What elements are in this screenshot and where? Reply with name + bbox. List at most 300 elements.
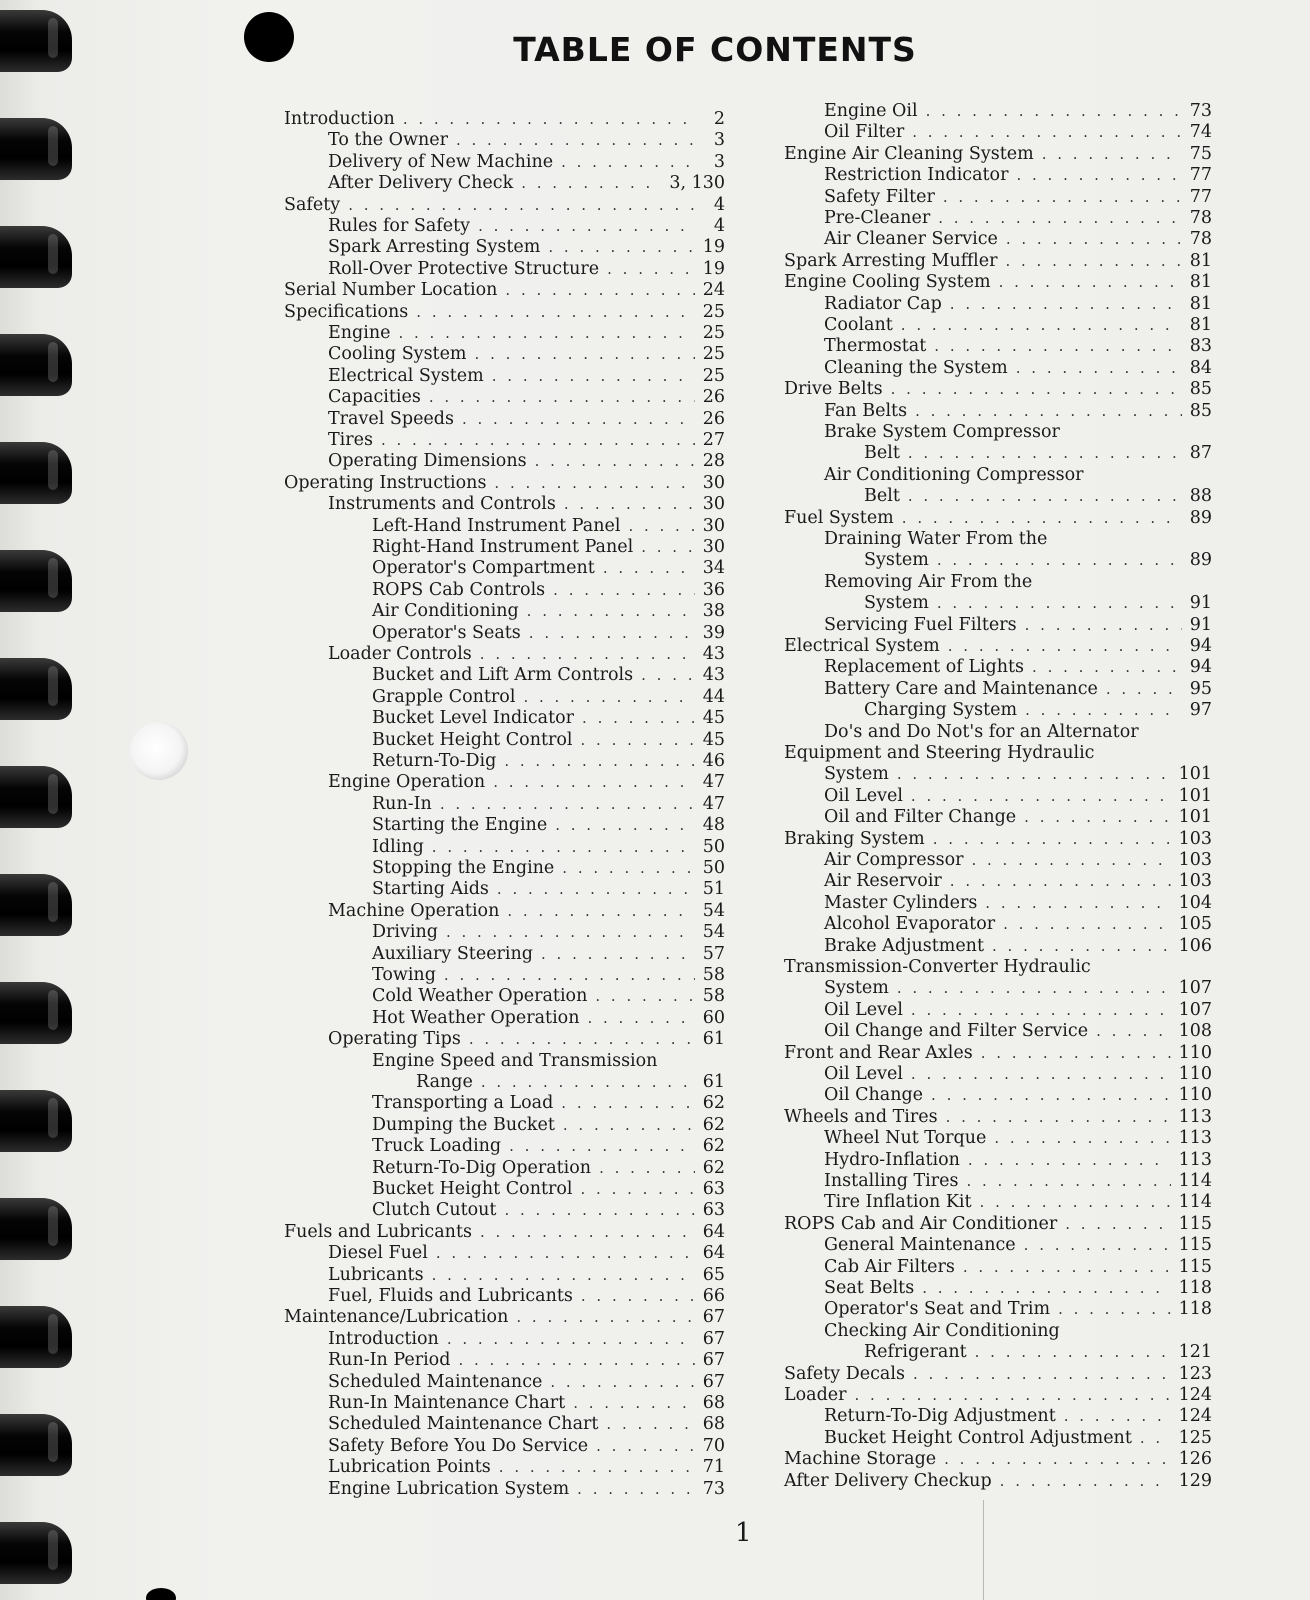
- toc-entry[interactable]: [824, 869, 1212, 893]
- toc-entry[interactable]: [328, 128, 725, 152]
- toc-entry[interactable]: [824, 1404, 1212, 1428]
- toc-entry[interactable]: [328, 449, 725, 473]
- toc-entry-page: 3, 130: [669, 173, 725, 194]
- toc-entry-title: System: [864, 593, 929, 614]
- dot-leader: [1016, 163, 1181, 187]
- toc-entry-page: 75: [1189, 143, 1212, 164]
- toc-entry[interactable]: [372, 877, 725, 901]
- toc-entry[interactable]: [784, 827, 1212, 851]
- toc-entry[interactable]: [328, 150, 725, 174]
- toc-entry[interactable]: [328, 407, 725, 431]
- toc-entry-title: Restriction Indicator: [824, 165, 1009, 186]
- toc-entry-page: 78: [1189, 229, 1212, 250]
- toc-entry[interactable]: [284, 1305, 725, 1329]
- binding-coil: [0, 226, 72, 288]
- toc-entry[interactable]: [372, 1049, 725, 1073]
- toc-entry-title: Alcohol Evaporator: [824, 914, 996, 935]
- toc-entry[interactable]: [824, 334, 1212, 358]
- toc-entry[interactable]: [864, 548, 1212, 572]
- toc-entry[interactable]: [372, 621, 725, 645]
- toc-entry[interactable]: [328, 321, 725, 345]
- dot-leader: [937, 591, 1182, 615]
- toc-entry[interactable]: [824, 1169, 1212, 1193]
- toc-entry[interactable]: [784, 506, 1212, 530]
- binding-coil: [0, 982, 72, 1044]
- dot-leader: [934, 334, 1181, 358]
- toc-entry-title: Draining Water From the: [824, 529, 1048, 549]
- toc-entry-title: Maintenance/Lubrication: [284, 1307, 509, 1328]
- toc-entry-title: Return-To-Dig Adjustment: [824, 1406, 1056, 1427]
- dot-leader: [1032, 655, 1182, 679]
- dot-leader: [912, 120, 1182, 144]
- toc-entry[interactable]: [372, 813, 725, 837]
- dot-leader: [562, 856, 694, 880]
- toc-entry[interactable]: [824, 1319, 1212, 1343]
- toc-entry[interactable]: [784, 377, 1212, 401]
- toc-entry-page: 62: [702, 1157, 725, 1178]
- toc-entry[interactable]: [864, 1340, 1212, 1364]
- toc-entry-title: Cab Air Filters: [824, 1256, 955, 1277]
- toc-entry-title: Cleaning the System: [824, 357, 1008, 378]
- toc-entry[interactable]: [328, 171, 725, 195]
- toc-entry-title: ROPS Cab Controls: [372, 579, 546, 600]
- page-title: TABLE OF CONTENTS: [513, 30, 917, 69]
- toc-entry-title: Pre-Cleaner: [824, 208, 931, 228]
- toc-entry-page: 97: [1189, 700, 1212, 721]
- toc-entry-title: Brake Adjustment: [824, 935, 984, 956]
- toc-entry[interactable]: [784, 741, 1212, 765]
- toc-entry-title: To the Owner: [328, 130, 448, 151]
- toc-entry[interactable]: [824, 527, 1212, 551]
- toc-entry[interactable]: [824, 1062, 1212, 1086]
- toc-entry[interactable]: [372, 963, 725, 987]
- toc-entry[interactable]: [372, 1113, 725, 1137]
- toc-entry[interactable]: [824, 1126, 1212, 1150]
- toc-entry-title: Bucket and Lift Arm Controls: [372, 665, 634, 686]
- dot-leader: [516, 1305, 694, 1329]
- toc-entry[interactable]: [372, 856, 725, 880]
- dot-leader: [458, 1348, 694, 1372]
- toc-entry-page: 78: [1189, 208, 1212, 228]
- toc-entry[interactable]: [372, 942, 725, 966]
- dot-leader: [561, 1091, 694, 1115]
- toc-entry-title: Driving: [372, 922, 438, 943]
- toc-entry-page: 88: [1189, 486, 1212, 507]
- toc-entry[interactable]: [784, 249, 1212, 273]
- toc-entry-title: Engine Oil: [824, 101, 918, 121]
- toc-entry-page: 110: [1178, 1042, 1212, 1063]
- toc-entry-title: Safety: [284, 194, 341, 215]
- toc-entry[interactable]: [328, 492, 725, 516]
- toc-entry[interactable]: [328, 364, 725, 388]
- toc-entry-page: 19: [702, 258, 725, 279]
- toc-entry[interactable]: [416, 1070, 725, 1094]
- toc-entry-page: 103: [1178, 871, 1212, 892]
- toc-entry[interactable]: [824, 420, 1212, 444]
- toc-entry-title: System: [864, 550, 929, 571]
- toc-entry-title: Engine: [328, 323, 391, 343]
- toc-entry-title: Machine Storage: [784, 1449, 937, 1470]
- toc-entry[interactable]: [824, 292, 1212, 316]
- toc-entry[interactable]: [372, 728, 725, 752]
- toc-entry[interactable]: [372, 749, 725, 773]
- toc-entry-page: 77: [1189, 186, 1212, 207]
- toc-entry-page: 73: [1189, 101, 1212, 121]
- toc-entry-title: Spark Arresting System: [328, 237, 541, 258]
- toc-entry[interactable]: [372, 706, 725, 730]
- toc-entry-title: Checking Air Conditioning: [824, 1320, 1060, 1341]
- toc-entry-title: Engine Air Cleaning System: [784, 143, 1034, 164]
- toc-entry[interactable]: [824, 677, 1212, 701]
- toc-entry[interactable]: [824, 399, 1212, 423]
- toc-entry[interactable]: [824, 720, 1212, 744]
- toc-entry[interactable]: [864, 484, 1212, 508]
- toc-entry[interactable]: [328, 1455, 725, 1479]
- toc-entry[interactable]: [328, 214, 725, 238]
- toc-entry[interactable]: [328, 1434, 725, 1458]
- toc-entry[interactable]: [328, 1348, 725, 1372]
- toc-entry-page: 64: [702, 1221, 725, 1242]
- binding-coil: [0, 550, 72, 612]
- toc-entry-page: 45: [702, 729, 725, 750]
- toc-entry-page: 81: [1189, 272, 1212, 293]
- toc-entry-page: 60: [702, 1007, 725, 1028]
- toc-entry-title: Oil Change and Filter Service: [824, 1021, 1089, 1042]
- toc-entry[interactable]: [824, 934, 1212, 958]
- toc-entry-title: Range: [416, 1072, 473, 1092]
- toc-entry[interactable]: [824, 762, 1212, 786]
- dot-leader: [596, 1434, 695, 1458]
- toc-entry[interactable]: [284, 193, 725, 217]
- toc-entry[interactable]: [824, 976, 1212, 1000]
- dot-leader: [504, 1198, 694, 1222]
- toc-entry[interactable]: [328, 642, 725, 666]
- dot-leader: [541, 942, 695, 966]
- toc-entry[interactable]: [372, 1091, 725, 1115]
- toc-entry-title: Idling: [372, 836, 424, 857]
- toc-entry[interactable]: [824, 1233, 1212, 1257]
- toc-entry[interactable]: [328, 1327, 725, 1351]
- toc-entry-title: Oil Change: [824, 1085, 924, 1106]
- toc-entry-title: Operating Tips: [328, 1029, 461, 1050]
- toc-entry[interactable]: [824, 163, 1212, 187]
- toc-entry-page: 84: [1189, 357, 1212, 378]
- toc-entry-title: Loader Controls: [328, 644, 472, 664]
- toc-entry-page: 25: [702, 365, 725, 386]
- dot-leader: [971, 848, 1170, 872]
- dot-leader: [963, 1255, 1171, 1279]
- toc-entry[interactable]: [328, 1370, 725, 1394]
- toc-entry-title: After Delivery Check: [328, 173, 514, 194]
- toc-entry-title: Bucket Height Control Adjustment: [824, 1427, 1132, 1448]
- toc-entry-title: Bucket Height Control: [372, 729, 573, 750]
- toc-entry[interactable]: [328, 770, 725, 794]
- toc-entry-page: 54: [702, 922, 725, 943]
- dot-leader: [553, 578, 695, 602]
- dot-leader: [1042, 142, 1182, 166]
- toc-entry-title: Lubricants: [328, 1264, 424, 1285]
- toc-entry-page: 26: [702, 387, 725, 408]
- toc-entry[interactable]: [372, 578, 725, 602]
- toc-entry[interactable]: [372, 792, 725, 816]
- toc-entry-page: 115: [1178, 1213, 1212, 1234]
- toc-entry-page: 39: [702, 622, 725, 643]
- toc-entry-page: 85: [1189, 379, 1212, 400]
- dot-leader: [535, 449, 695, 473]
- toc-entry-page: 36: [702, 579, 725, 600]
- toc-entry-title: Introduction: [284, 109, 395, 129]
- toc-entry-title: Fuel System: [784, 507, 894, 528]
- toc-entry[interactable]: [824, 1083, 1212, 1107]
- toc-entry[interactable]: [824, 120, 1212, 144]
- dot-leader: [911, 998, 1171, 1022]
- toc-entry[interactable]: [284, 471, 725, 495]
- toc-entry-page: 48: [702, 815, 725, 836]
- toc-entry[interactable]: [824, 1255, 1212, 1279]
- toc-entry[interactable]: [864, 441, 1212, 465]
- dot-leader: [938, 206, 1182, 230]
- dot-leader: [429, 385, 695, 409]
- dot-leader: [523, 685, 694, 709]
- toc-entry[interactable]: [328, 428, 725, 452]
- dot-leader: [509, 1134, 695, 1158]
- toc-entry[interactable]: [824, 891, 1212, 915]
- toc-entry-page: 129: [1178, 1470, 1212, 1491]
- toc-entry[interactable]: [328, 257, 725, 281]
- toc-entry-title: Removing Air From the: [824, 571, 1033, 592]
- toc-entry[interactable]: [372, 685, 725, 709]
- toc-entry[interactable]: [824, 1190, 1212, 1214]
- toc-entry-title: Dumping the Bucket: [372, 1114, 555, 1135]
- toc-entry[interactable]: [328, 1241, 725, 1265]
- toc-entry-page: 58: [702, 965, 725, 985]
- toc-entry-title: Rules for Safety: [328, 216, 471, 236]
- toc-entry-page: 30: [702, 472, 725, 493]
- toc-entry[interactable]: [784, 1041, 1212, 1065]
- toc-entry[interactable]: [824, 805, 1212, 829]
- toc-entry-page: 121: [1178, 1342, 1212, 1363]
- toc-entry[interactable]: [784, 1362, 1212, 1386]
- toc-entry[interactable]: [372, 1177, 725, 1201]
- toc-entry[interactable]: [284, 107, 725, 131]
- toc-entry[interactable]: [372, 835, 725, 859]
- toc-entry[interactable]: [784, 634, 1212, 658]
- toc-entry-page: 50: [702, 858, 725, 878]
- toc-entry-page: 114: [1178, 1171, 1212, 1191]
- dot-leader: [992, 934, 1171, 958]
- dot-leader: [440, 792, 695, 816]
- dot-leader: [432, 1263, 695, 1287]
- toc-entry-page: 24: [702, 280, 725, 301]
- dot-leader: [950, 292, 1182, 316]
- dot-leader: [462, 407, 695, 431]
- dot-leader: [587, 1006, 694, 1030]
- toc-entry[interactable]: [824, 1148, 1212, 1172]
- toc-entry[interactable]: [824, 185, 1212, 209]
- toc-entry[interactable]: [784, 1105, 1212, 1129]
- toc-entry[interactable]: [284, 1220, 725, 1244]
- toc-entry[interactable]: [824, 356, 1212, 380]
- toc-entry-title: Oil Level: [824, 785, 903, 806]
- toc-entry[interactable]: [328, 899, 725, 923]
- toc-entry[interactable]: [824, 998, 1212, 1022]
- toc-entry-title: Operator's Compartment: [372, 558, 595, 579]
- toc-entry[interactable]: [372, 984, 725, 1008]
- toc-entry[interactable]: [372, 1156, 725, 1180]
- toc-entry[interactable]: [784, 270, 1212, 294]
- toc-entry-page: 19: [702, 237, 725, 258]
- toc-entry-title: Brake System Compressor: [824, 422, 1060, 442]
- toc-entry[interactable]: [372, 920, 725, 944]
- dot-leader: [922, 1276, 1170, 1300]
- toc-entry[interactable]: [372, 514, 725, 538]
- dot-leader: [436, 1241, 695, 1265]
- toc-entry[interactable]: [372, 1134, 725, 1158]
- toc-entry-page: 51: [702, 879, 725, 900]
- page-edge-line: [983, 1500, 984, 1600]
- dot-leader: [469, 1027, 695, 1051]
- dot-leader: [555, 813, 695, 837]
- toc-entry[interactable]: [328, 1412, 725, 1436]
- toc-entry[interactable]: [864, 591, 1212, 615]
- toc-entry[interactable]: [328, 342, 725, 366]
- toc-entry-page: 101: [1178, 764, 1212, 785]
- toc-entry-page: 118: [1178, 1278, 1212, 1298]
- toc-entry[interactable]: [372, 535, 725, 559]
- toc-entry-title: Transmission-Converter Hydraulic: [784, 957, 1091, 977]
- toc-entry-page: 123: [1178, 1363, 1212, 1384]
- toc-entry-title: Travel Speeds: [328, 408, 454, 429]
- dot-leader: [975, 1340, 1171, 1364]
- toc-entry-title: Seat Belts: [824, 1278, 915, 1298]
- toc-entry[interactable]: [824, 463, 1212, 487]
- toc-entry-page: 45: [702, 708, 725, 729]
- toc-entry-title: Return-To-Dig Operation: [372, 1157, 592, 1178]
- toc-entry[interactable]: [328, 235, 725, 259]
- toc-entry[interactable]: [784, 1469, 1212, 1493]
- toc-entry[interactable]: [784, 955, 1212, 979]
- toc-entry[interactable]: [824, 1276, 1212, 1300]
- toc-entry-title: Towing: [372, 965, 436, 985]
- toc-entry-title: Roll-Over Protective Structure: [328, 258, 600, 279]
- toc-entry[interactable]: [824, 1297, 1212, 1321]
- toc-entry-page: 107: [1178, 978, 1212, 999]
- toc-entry-title: Belt: [864, 443, 900, 464]
- toc-entry[interactable]: [784, 1447, 1212, 1471]
- toc-entry[interactable]: [784, 1212, 1212, 1236]
- toc-entry-page: 113: [1178, 1106, 1212, 1127]
- toc-entry[interactable]: [824, 570, 1212, 594]
- toc-entry[interactable]: [784, 142, 1212, 166]
- toc-entry-page: 30: [702, 494, 725, 515]
- toc-entry-page: 2: [713, 109, 725, 129]
- toc-entry-page: 85: [1189, 400, 1212, 421]
- dot-leader: [561, 150, 695, 174]
- toc-entry[interactable]: [824, 1426, 1212, 1450]
- toc-entry[interactable]: [824, 655, 1212, 679]
- toc-entry[interactable]: [824, 1019, 1212, 1043]
- dot-leader: [582, 706, 695, 730]
- binding-coil: [0, 766, 72, 828]
- toc-entry-page: 25: [702, 344, 725, 365]
- toc-entry-page: 64: [702, 1243, 725, 1264]
- dot-leader: [550, 1370, 694, 1394]
- dot-leader: [493, 770, 695, 794]
- toc-entry[interactable]: [784, 1383, 1212, 1407]
- toc-entry-title: Battery Care and Maintenance: [824, 678, 1098, 699]
- toc-entry[interactable]: [864, 698, 1212, 722]
- toc-entry[interactable]: [328, 1027, 725, 1051]
- toc-entry[interactable]: [372, 1006, 725, 1030]
- dot-leader: [1064, 1404, 1171, 1428]
- toc-entry-page: 115: [1178, 1256, 1212, 1277]
- toc-entry-title: Oil and Filter Change: [824, 807, 1017, 828]
- dot-leader: [897, 762, 1171, 786]
- toc-entry[interactable]: [328, 1263, 725, 1287]
- toc-entry[interactable]: [372, 599, 725, 623]
- toc-entry[interactable]: [824, 227, 1212, 251]
- dot-leader: [416, 300, 694, 324]
- toc-entry-title: System: [824, 764, 889, 785]
- toc-entry-title: Wheels and Tires: [784, 1106, 938, 1127]
- toc-entry[interactable]: [824, 313, 1212, 337]
- toc-entry[interactable]: [824, 206, 1212, 230]
- dot-leader: [908, 484, 1182, 508]
- toc-entry-page: 30: [702, 537, 725, 557]
- toc-entry-page: 27: [702, 430, 725, 450]
- dot-leader: [944, 1447, 1170, 1471]
- dot-leader: [573, 1391, 695, 1415]
- toc-entry-title: Auxiliary Steering: [372, 943, 533, 964]
- toc-entry-title: Installing Tires: [824, 1171, 959, 1191]
- page-number: 1: [735, 1518, 752, 1548]
- toc-entry-title: Tire Inflation Kit: [824, 1192, 972, 1213]
- dot-leader: [581, 1177, 695, 1201]
- dot-leader: [901, 313, 1182, 337]
- toc-entry-title: Operating Dimensions: [328, 451, 527, 472]
- toc-entry-page: 44: [702, 686, 725, 707]
- toc-entry[interactable]: [284, 278, 725, 302]
- toc-entry-title: Wheel Nut Torque: [824, 1128, 987, 1149]
- toc-entry-page: 101: [1178, 785, 1212, 806]
- toc-entry[interactable]: [824, 848, 1212, 872]
- toc-entry-title: Starting the Engine: [372, 815, 548, 836]
- toc-entry[interactable]: [372, 1198, 725, 1222]
- toc-entry-page: 110: [1178, 1064, 1212, 1084]
- toc-entry[interactable]: [328, 1391, 725, 1415]
- toc-entry[interactable]: [328, 385, 725, 409]
- toc-entry[interactable]: [372, 556, 725, 580]
- toc-entry[interactable]: [824, 784, 1212, 808]
- toc-entry-page: 62: [702, 1114, 725, 1135]
- toc-entry[interactable]: [328, 1284, 725, 1308]
- toc-entry[interactable]: [824, 912, 1212, 936]
- toc-entry-title: Run-In: [372, 793, 432, 814]
- toc-entry-title: Thermostat: [824, 336, 927, 357]
- dot-leader: [564, 492, 695, 516]
- toc-entry-page: 47: [702, 772, 725, 793]
- dot-leader: [1024, 1233, 1171, 1257]
- toc-entry[interactable]: [328, 1477, 725, 1501]
- dot-leader: [603, 556, 695, 580]
- toc-entry-title: Machine Operation: [328, 900, 500, 921]
- toc-entry[interactable]: [284, 300, 725, 324]
- toc-entry[interactable]: [824, 613, 1212, 637]
- toc-entry-title: General Maintenance: [824, 1235, 1016, 1256]
- toc-entry-title: Engine Speed and Transmission: [372, 1050, 658, 1071]
- toc-entry[interactable]: [824, 99, 1212, 123]
- toc-entry[interactable]: [372, 663, 725, 687]
